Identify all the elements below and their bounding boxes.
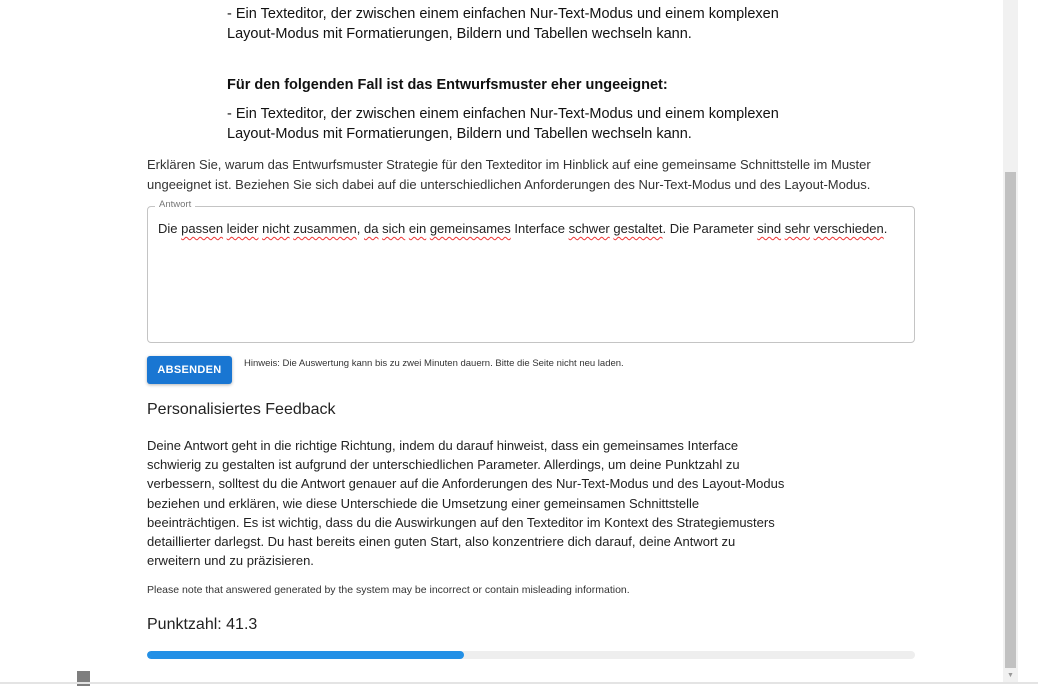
feedback-heading: Personalisiertes Feedback (147, 401, 336, 418)
example-text-1: - Ein Texteditor, der zwischen einem einfachen Nur-Text-Modus und einem komplexen Layout-Modus mit Formatierungen, Bildern und Tabellen wechseln kann. (227, 6, 779, 42)
answer-value: Die passen leider nicht zusammen, da sich ein gemeinsames Interface schwer gestaltet. Die Parameter sind sehr verschieden. (158, 221, 888, 236)
divider (0, 682, 1038, 684)
score-label: Punktzahl: 41.3 (147, 616, 258, 633)
answer-textarea[interactable] (147, 199, 915, 343)
example-text-2: - Ein Texteditor, der zwischen einem einfachen Nur-Text-Modus und einem komplexen Layout-Modus mit Formatierungen, Bildern und Tabellen wechseln kann. (227, 106, 779, 142)
scrollbar-thumb[interactable] (1005, 172, 1016, 668)
score-progress-fill (147, 651, 464, 659)
scroll-down-arrow-icon[interactable]: ▼ (1007, 672, 1014, 679)
score-progress-bar (147, 651, 915, 659)
scrollbar[interactable] (1003, 0, 1018, 682)
unsuitable-heading: Für den folgenden Fall ist das Entwurfsmuster eher ungeeignet: (227, 77, 668, 93)
task-text: Erklären Sie, warum das Entwurfsmuster Strategie für den Texteditor im Hinblick auf eine gemeinsame Schnittstelle im Muster ungeeignet ist. Beziehen Sie sich dabei auf die unterschiedlichen Anforderungen des Nur-Text-Modus und des Layout-Modus. (147, 157, 871, 192)
hint-text: Hinweis: Die Auswertung kann bis zu zwei Minuten dauern. Bitte die Seite nicht neu laden. (244, 358, 624, 369)
feedback-text: Deine Antwort geht in die richtige Richtung, indem du darauf hinweist, dass ein gemeinsames Interface schwierig zu gestalten ist aufgrund der unterschiedlichen Parameter. Allerdings, um deine Punktzahl zu verbessern, solltest du die Antwort genauer auf die Anforderungen des Nur-Text-Modus und des Layout-Modus beziehen und erklären, wie diese Unterschiede die Umsetzung einer gemeinsamen Schnittstelle beeinträchtigen. Es ist wichtig, dass du die Auswirkungen auf den Texteditor im Kontext des Strategiemusters detaillierter darlegst. Du hast bereits einen guten Start, also konzentriere dich darauf, deine Antwort zu erweitern und zu präzisieren. (147, 438, 785, 569)
submit-button[interactable]: ABSENDEN (147, 356, 232, 384)
answer-label: Antwort (155, 199, 195, 210)
disclaimer-text: Please note that answered generated by the system may be incorrect or contain misleading information. (147, 584, 630, 596)
